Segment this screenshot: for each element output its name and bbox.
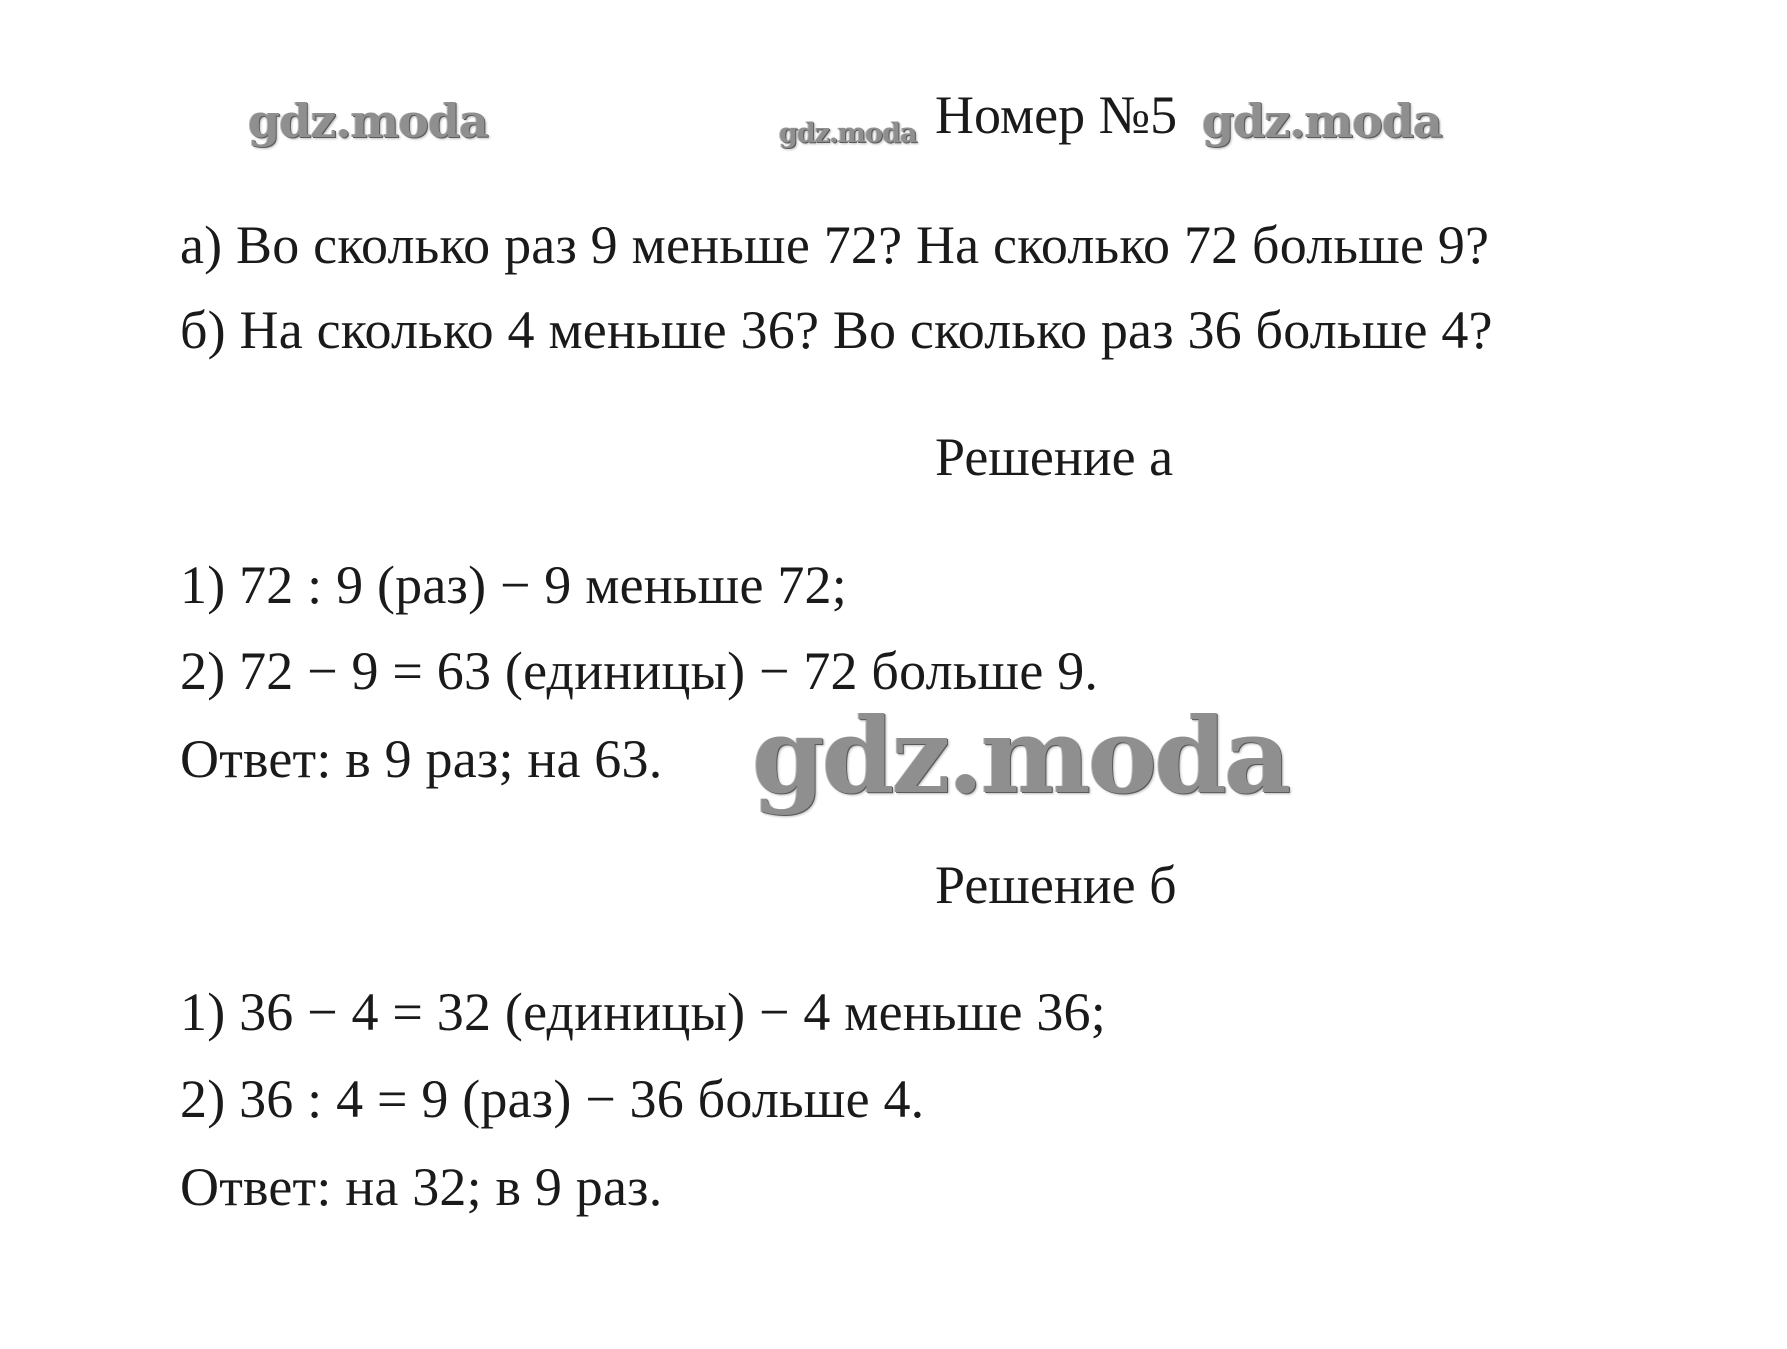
solution-b-step-1: 1) 36 − 4 = 32 (единицы) − 4 меньше 36; bbox=[180, 982, 1106, 1042]
solution-a-answer: Ответ: в 9 раз; на 63. bbox=[180, 729, 663, 789]
solution-b-step-2: 2) 36 : 4 = 9 (раз) − 36 больше 4. bbox=[180, 1069, 925, 1129]
solution-a-step-1: 1) 72 : 9 (раз) − 9 меньше 72; bbox=[180, 555, 847, 615]
watermark-top-right: gdz.moda bbox=[1202, 94, 1442, 148]
solution-a-step-2: 2) 72 − 9 = 63 (единицы) − 72 больше 9. bbox=[180, 641, 1099, 701]
solution-b-answer: Ответ: на 32; в 9 раз. bbox=[180, 1157, 663, 1217]
problem-part-a: а) Во сколько раз 9 меньше 72? На сколько 72 больше 9? bbox=[180, 215, 1490, 275]
watermark-top-left: gdz.moda bbox=[248, 94, 488, 148]
page-title: Номер №5 bbox=[935, 85, 1178, 145]
watermark-top-tiny: gdz.moda bbox=[779, 118, 917, 149]
problem-part-b: б) На сколько 4 меньше 36? Во сколько раз 36 больше 4? bbox=[180, 300, 1493, 360]
watermark-center: gdz.moda bbox=[752, 694, 1289, 817]
solution-b-heading: Решение б bbox=[935, 855, 1177, 915]
solution-a-heading: Решение а bbox=[935, 427, 1174, 487]
